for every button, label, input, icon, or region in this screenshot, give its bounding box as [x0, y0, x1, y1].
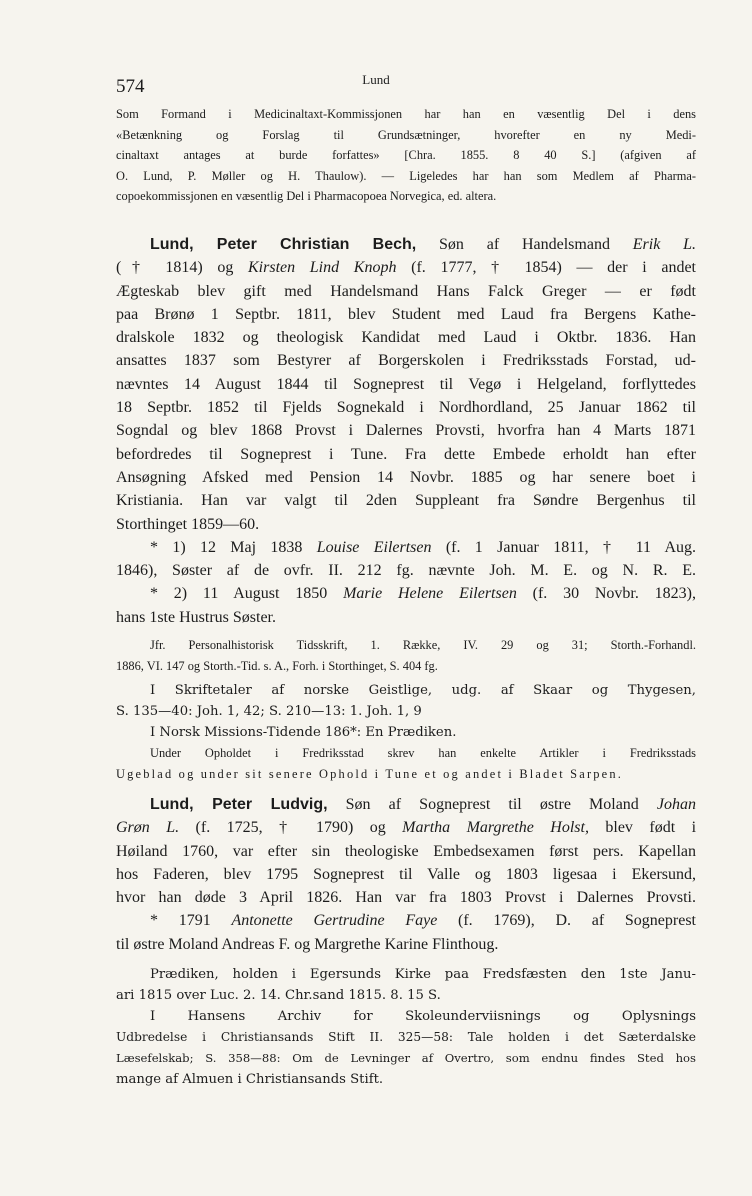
text-line: hvor han døde 3 April 1826. Han var fra 1803 Provst i Dalernes Provsti.	[116, 889, 696, 907]
marriage: * 1791 Antonette Gertrudine Faye (f. 1769), D. af Sogneprest	[150, 912, 696, 930]
works-line: I Norsk Missions-Tidende 186*: En Prædiken.	[150, 725, 457, 741]
text-line: befordredes til Sogneprest i Tune. Fra dette Embede erholdt han efter	[116, 445, 696, 463]
text-line: hos Faderen, blev 1795 Sogneprest til Valle og 1803 ligesaa i Ekersund,	[116, 865, 696, 883]
entry-peter-christian-bech	[116, 233, 696, 784]
parent-name: Grøn L.	[116, 819, 180, 837]
spouse-name: Louise Eilertsen	[316, 538, 432, 556]
works-line: I Skriftetaler af norske Geistlige, udg. af Skaar og Thygesen,	[150, 683, 696, 699]
text-line: paa Brønø 1 Septbr. 1811, blev Student med Laud fra Bergens Kathe-	[116, 305, 696, 323]
text-line: O. Lund, P. Møller og H. Thaulow). — Ligeledes har han som Medlem af Pharma-	[116, 168, 696, 183]
text-line: 1846), Søster af de ovfr. II. 212 fg. nævnte Joh. M. E. og N. R. E.	[116, 562, 696, 580]
text-line: Ægteskab blev gift med Handelsmand Hans Falck Greger — er født	[116, 282, 696, 300]
text-line: Grøn L. (f. 1725, † 1790) og Martha Margrethe Holst, blev født i	[116, 819, 696, 837]
marriage-1: * 1) 12 Maj 1838 Louise Eilertsen (f. 1 Januar 1811, † 11 Aug.	[150, 538, 696, 556]
works-line: Udbredelse i Christiansands Stift II. 325—58: Tale holden i det Sæterdalske	[116, 1030, 696, 1045]
reference-line: Jfr. Personalhistorisk Tidsskrift, 1. Række, IV. 29 og 31; Storth.-Forhandl.	[150, 638, 696, 653]
works-line: Prædiken, holden i Egersunds Kirke paa Fredsfæsten den 1ste Janu-	[150, 967, 696, 983]
note-line: Ugeblad og under sit senere Ophold i Tune et og andet i Bladet Sarpen.	[116, 766, 624, 781]
mother-name: Kirsten Lind Knoph	[248, 259, 397, 277]
text-line: cinaltaxt antages at burde forfattes» [Chra. 1855. 8 40 S.] (afgiven af	[116, 148, 696, 162]
entry-peter-ludvig	[116, 793, 696, 1090]
spouse-name: Antonette Gertrudine Faye	[231, 912, 438, 930]
reference-line: 1886, VI. 147 og Storth.-Tid. s. A., Forh. i Storthinget, S. 404 fg.	[116, 658, 438, 673]
parent-name: Johan	[656, 796, 696, 813]
works-line: S. 135—40: Joh. 1, 42; S. 210—13: 1. Joh. 1, 9	[116, 704, 422, 720]
page-number: 574	[116, 76, 145, 97]
text-line: Storthinget 1859—60.	[116, 515, 260, 533]
text-line: til østre Moland Andreas F. og Margrethe Karine Flinthoug.	[116, 935, 499, 953]
text-line: hans 1ste Hustrus Søster.	[116, 608, 276, 626]
note-line: Under Opholdet i Fredriksstad skrev han enkelte Artikler i Fredriksstads	[150, 746, 696, 761]
spouse-name: Marie Helene Eilertsen	[343, 585, 517, 603]
text-line: 18 Septbr. 1852 til Fjelds Sognekald i Nordhordland, 25 Januar 1862 til	[116, 399, 696, 417]
text-line: ansattes 1837 som Bestyrer af Borgerskolen i Fredriksstads Forstad, ud-	[116, 352, 696, 370]
entry-heading-line: Lund, Peter Ludvig, Søn af Sogneprest til østre Moland Johan	[150, 796, 696, 813]
entry-name: Lund, Peter Ludvig,	[150, 796, 328, 813]
intro-paragraph	[116, 104, 696, 207]
entry-heading-line: Lund, Peter Christian Bech, Søn af Handelsmand Erik L.	[150, 236, 696, 253]
text-line: († 1814) og Kirsten Lind Knoph (f. 1777, † 1854) — der i andet	[116, 259, 696, 277]
marriage-2: * 2) 11 August 1850 Marie Helene Eilertsen (f. 30 Novbr. 1823),	[150, 585, 696, 603]
parent-name: Erik L.	[632, 236, 696, 253]
works-line: mange af Almuen i Christiansands Stift.	[116, 1072, 384, 1088]
works-line: ari 1815 over Luc. 2. 14. Chr.sand 1815. 8. 15 S.	[116, 988, 441, 1004]
works-line: Læsefelskab; S. 358—88: Om de Levninger af Overtro, som endnu findes Sted hos	[116, 1051, 696, 1066]
text-line: Ansøgning Afsked med Pension 14 Novbr. 1885 og har senere boet i	[116, 468, 696, 486]
mother-name: Martha Margrethe Holst,	[402, 819, 589, 837]
text-line: nævntes 14 August 1844 til Sogneprest til Vegø i Helgeland, forflyttedes	[116, 375, 696, 393]
running-head: Lund	[362, 72, 390, 87]
text-line: Som Formand i Medicinaltaxt-Kommissjonen har han en væsentlig Del i dens	[116, 107, 696, 121]
text-line: Sogndal og blev 1868 Provst i Dalernes Provsti, hvorfra han 4 Marts 1871	[116, 422, 696, 440]
entry-name: Lund, Peter Christian Bech,	[150, 236, 417, 253]
text-line: «Betænkning og Forslag til Grundsætninger, hvorefter en ny Medi-	[116, 127, 696, 142]
text-line: Høiland 1760, var efter sin theologiske Embedsexamen først pers. Kapellan	[116, 842, 696, 860]
text-line: Kristiania. Han var valgt til 2den Suppleant fra Søndre Bergenhus til	[116, 492, 696, 510]
text-line: copoekommissjonen en væsentlig Del i Pharmacopoea Norvegica, ed. altera.	[116, 189, 497, 203]
works-line: I Hansens Archiv for Skoleunderviisnings og Oplysnings	[150, 1009, 696, 1025]
text-line: dralskole 1832 og theologisk Kandidat med Laud i Oktbr. 1836. Han	[116, 329, 696, 347]
